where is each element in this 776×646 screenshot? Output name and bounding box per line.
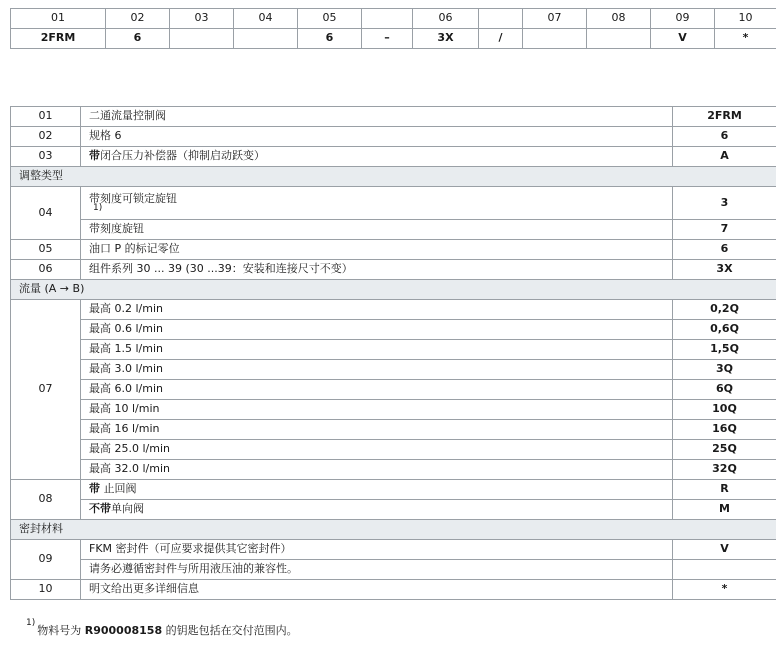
row-description: [81, 147, 673, 167]
row-description: 最高 0.2 l/min: [81, 300, 673, 320]
row-code: 25Q: [673, 440, 776, 460]
row-code: 6: [673, 240, 776, 260]
row-number: 04: [11, 187, 81, 240]
row-description: 油口 P 的标记零位: [81, 240, 673, 260]
section-title: 流量 (A → B): [11, 280, 776, 300]
row-code: R: [673, 480, 776, 500]
row-description: FKM 密封件（可应要求提供其它密封件）: [81, 540, 673, 560]
row-number: 05: [11, 240, 81, 260]
row-description: 最高 10 l/min: [81, 400, 673, 420]
part-number: R900008158: [84, 624, 163, 637]
row-description: 最高 1.5 l/min: [81, 340, 673, 360]
table-row: [11, 320, 776, 340]
code-position: 04: [234, 9, 298, 29]
footnote-text-post: 的钥匙包括在交付范围内。: [162, 624, 298, 637]
table-row: [11, 560, 776, 580]
row-code: 2FRM: [673, 107, 776, 127]
table-row: [11, 340, 776, 360]
emphasis-text: 带: [89, 482, 100, 496]
row-description: 规格 6: [81, 127, 673, 147]
table-row: [11, 240, 776, 260]
row-description: 最高 3.0 l/min: [81, 360, 673, 380]
code-position: 03: [170, 9, 234, 29]
code-value: /: [479, 29, 523, 49]
row-description: 请务必遵循密封件与所用液压油的兼容性。: [81, 560, 673, 580]
row-code: M: [673, 500, 776, 520]
row-number: 03: [11, 147, 81, 167]
ordering-code-table: [10, 8, 776, 49]
code-position: 09: [651, 9, 715, 29]
table-row: [11, 260, 776, 280]
code-value: –: [362, 29, 413, 49]
code-values-row: [11, 29, 776, 49]
row-code: 0,2Q: [673, 300, 776, 320]
row-description: 明文给出更多详细信息: [81, 580, 673, 600]
row-code: 32Q: [673, 460, 776, 480]
row-description: [81, 500, 673, 520]
row-description: 最高 16 l/min: [81, 420, 673, 440]
section-header-adjustment: [11, 167, 776, 187]
table-row: [11, 127, 776, 147]
row-code: 16Q: [673, 420, 776, 440]
section-title: 密封材料: [11, 520, 776, 540]
description-text: 带刻度可锁定旋钮: [89, 192, 177, 206]
row-description: [81, 480, 673, 500]
footnote-ref: 1): [93, 202, 103, 213]
code-value: 2FRM: [11, 29, 106, 49]
row-code: A: [673, 147, 776, 167]
row-number: 09: [11, 540, 81, 580]
code-value: [587, 29, 651, 49]
footnote-text-pre: 物料号为: [37, 624, 85, 637]
table-row: [11, 107, 776, 127]
row-code: 6: [673, 127, 776, 147]
table-row: [11, 580, 776, 600]
code-position: 05: [298, 9, 362, 29]
code-position: [362, 9, 413, 29]
code-value: [234, 29, 298, 49]
section-header-flow: [11, 280, 776, 300]
table-row: [11, 460, 776, 480]
code-value: *: [715, 29, 776, 49]
table-row: [11, 540, 776, 560]
emphasis-text: 带: [89, 149, 100, 163]
code-position: 02: [106, 9, 170, 29]
code-position: 07: [523, 9, 587, 29]
description-text: 止回阀: [100, 482, 137, 496]
row-number: 07: [11, 300, 81, 480]
row-number: 01: [11, 107, 81, 127]
row-code: 6Q: [673, 380, 776, 400]
table-row: [11, 220, 776, 240]
row-description: 最高 25.0 l/min: [81, 440, 673, 460]
row-code: 3X: [673, 260, 776, 280]
table-row: [11, 187, 776, 220]
code-position: [479, 9, 523, 29]
table-row: [11, 440, 776, 460]
emphasis-text: 不带: [89, 502, 111, 516]
description-text: 闭合压力补偿器（抑制启动跃变）: [100, 149, 265, 163]
row-code: 10Q: [673, 400, 776, 420]
spec-table: [10, 106, 776, 600]
code-value: 6: [106, 29, 170, 49]
table-row: [11, 380, 776, 400]
row-number: 10: [11, 580, 81, 600]
table-row: [11, 500, 776, 520]
section-title: 调整类型: [11, 167, 776, 187]
code-position: 10: [715, 9, 776, 29]
row-description: 二通流量控制阀: [81, 107, 673, 127]
row-code: 0,6Q: [673, 320, 776, 340]
row-code: 7: [673, 220, 776, 240]
code-value: [523, 29, 587, 49]
row-number: 08: [11, 480, 81, 520]
row-description: 带刻度旋钮: [81, 220, 673, 240]
row-code: 3: [673, 187, 776, 220]
table-row: [11, 360, 776, 380]
row-code: 1,5Q: [673, 340, 776, 360]
code-value: 3X: [413, 29, 479, 49]
table-row: [11, 400, 776, 420]
row-code: V: [673, 540, 776, 560]
code-position: 06: [413, 9, 479, 29]
footnote: [26, 618, 298, 638]
table-row: [11, 147, 776, 167]
table-row: [11, 300, 776, 320]
code-position: 08: [587, 9, 651, 29]
code-value: [170, 29, 234, 49]
section-header-seal: [11, 520, 776, 540]
code-value: 6: [298, 29, 362, 49]
row-number: 02: [11, 127, 81, 147]
row-description: 最高 6.0 l/min: [81, 380, 673, 400]
table-row: [11, 420, 776, 440]
row-description: 组件系列 30 ... 39 (30 ...39：安装和连接尺寸不变）: [81, 260, 673, 280]
row-description: [81, 187, 673, 220]
row-description: 最高 32.0 l/min: [81, 460, 673, 480]
table-row: [11, 480, 776, 500]
row-description: 最高 0.6 l/min: [81, 320, 673, 340]
code-value: V: [651, 29, 715, 49]
row-code: *: [673, 580, 776, 600]
row-number: 06: [11, 260, 81, 280]
code-position: 01: [11, 9, 106, 29]
code-positions-row: [11, 9, 776, 29]
description-text: 单向阀: [111, 502, 144, 516]
footnote-mark: 1): [26, 618, 36, 629]
row-code-empty: [673, 560, 776, 580]
row-code: 3Q: [673, 360, 776, 380]
